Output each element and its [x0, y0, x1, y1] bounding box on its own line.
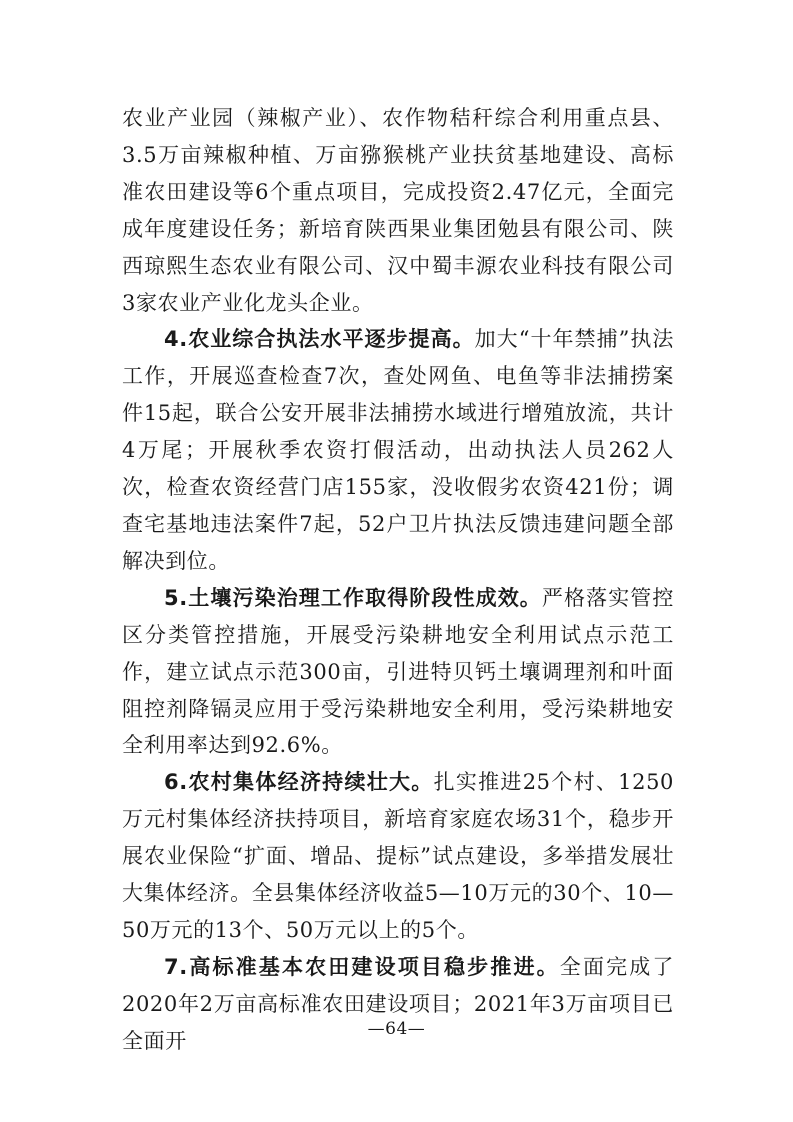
- paragraph-2: [122, 321, 674, 579]
- paragraph-text: 全面完成了2020年2万亩高标准农田建设项目；2021年3万亩项目已全面开: [122, 954, 675, 1053]
- paragraph-text: 农业产业园（辣椒产业）、农作物秸秆综合利用重点县、3.5万亩辣椒种植、万亩猕猴桃产业扶贫基地建设、高标准农田建设等6个重点项目，完成投资2.47亿元，全面完成年度建设任务；新培育陕西果业集团勉县有限公司、陕西琼熙生态农业有限公司、汉中蜀丰源农业科技有限公司3家农业产业化龙头企业。: [122, 106, 674, 315]
- paragraph-1: [122, 100, 674, 321]
- paragraph-lead: 4.农业综合执法水平逐步提高。: [164, 327, 475, 352]
- paragraph-4: [122, 764, 674, 949]
- paragraph-3: [122, 580, 674, 765]
- paragraph-text: 严格落实管控区分类管控措施，开展受污染耕地安全利用试点示范工作，建立试点示范300亩，引进特贝钙土壤调理剂和叶面阻控剂降镉灵应用于受污染耕地安全利用，受污染耕地安全利用率达到92.6%。: [122, 585, 674, 758]
- paragraph-text: 加大“十年禁捕”执法工作，开展巡查检查7次，查处网鱼、电鱼等非法捕捞案件15起，联合公安开展非法捕捞水域进行增殖放流，共计4万尾；开展秋季农资打假活动，出动执法人员262人次，检查农资经营门店155家，没收假劣农资421份；调查宅基地违法案件7起，52户卫片执法反馈违建问题全部解决到位。: [122, 327, 674, 573]
- paragraph-lead: 6.农村集体经济持续壮大。: [164, 770, 434, 795]
- paragraph-lead: 7.高标准基本农田建设项目稳步推进。: [164, 954, 560, 979]
- page-number: —64—: [367, 1019, 426, 1039]
- paragraph-5: [122, 949, 674, 1060]
- paragraph-lead: 5.土壤污染治理工作取得阶段性成效。: [164, 585, 542, 610]
- body-text: [122, 100, 674, 1060]
- paragraph-text: 扎实推进25个村、1250万元村集体经济扶持项目，新培育家庭农场31个，稳步开展农业保险“扩面、增品、提标”试点建设，多举措发展壮大集体经济。全县集体经济收益5—10万元的30个、10—50万元的13个、50万元以上的5个。: [122, 770, 674, 942]
